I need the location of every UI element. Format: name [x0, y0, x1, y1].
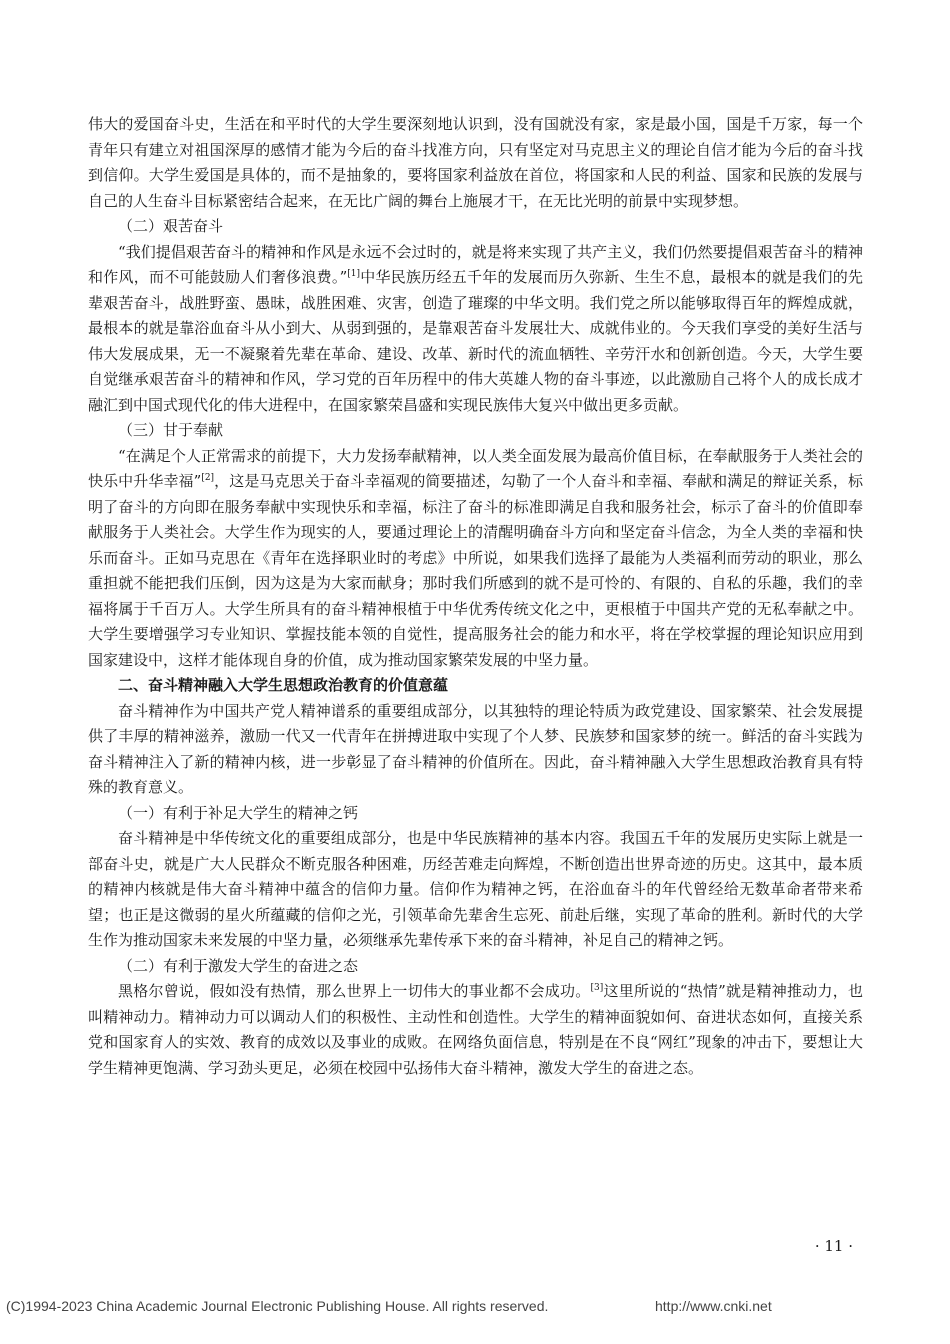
- reference-3[interactable]: [3]: [590, 983, 604, 993]
- article-body: [88, 112, 863, 1081]
- cnki-link[interactable]: http://www.cnki.net: [655, 1298, 772, 1314]
- paragraph-dedication: [88, 444, 863, 674]
- reference-2[interactable]: [2]: [201, 473, 215, 483]
- copyright-notice: (C)1994-2023 China Academic Journal Electronic Publishing House. All rights reserved.: [6, 1298, 549, 1314]
- page-number: · 11 ·: [814, 1237, 853, 1255]
- body-text: 中华民族历经五千年的发展而历久弥新、生生不息，最根本的就是我们的先辈艰苦奋斗，战胜野蛮、愚昧，战胜困难、灾害，创造了璀璨的中华文明。我们党之所以能够取得百年的辉煌成就，最根本的就是靠浴血奋斗从小到大、从弱到强的，是靠艰苦奋斗发展壮大、成就伟业的。今天我们享受的美好生活与伟大发展成果，无一不凝聚着先辈在革命、建设、改革、新时代的流血牺牲、辛劳汗水和创新创造。今天，大学生要自觉继承艰苦奋斗的精神和作风，学习党的百年历程中的伟大英雄人物的奋斗事迹，以此激励自己将个人的成长成才融汇到中国式现代化的伟大进程中，在国家繁荣昌盛和实现民族伟大复兴中做出更多贡献。: [88, 268, 863, 414]
- body-text: 这里所说的“热情”就是精神推动力，也叫精神动力。精神动力可以调动人们的积极性、主动性和创造性。大学生的精神面貌如何、奋进状态如何，直接关系党和国家育人的实效、教育的成效以及事业的成败。在网络负面信息，特别是在不良“网红”现象的冲击下，要想让大学生精神更饱满、学习劲头更足，必须在校园中弘扬伟大奋斗精神，激发大学生的奋进之态。: [88, 982, 863, 1077]
- reference-1[interactable]: [1]: [347, 269, 361, 279]
- section-heading-value: 二、奋斗精神融入大学生思想政治教育的价值意蕴: [118, 676, 449, 694]
- paragraph-patriotism-end: 伟大的爱国奋斗史，生活在和平时代的大学生要深刻地认识到，没有国就没有家，家是最小国，国是千万家，每一个青年只有建立对祖国深厚的感情才能为今后的奋斗找准方向，只有坚定对马克思主义的理论自信才能为今后的奋斗找到信仰。大学生爱国是具体的，而不是抽象的，要将国家利益放在首位，将国家和人民的利益、国家和民族的发展与自己的人生奋斗目标紧密结合起来，在无比广阔的舞台上施展才干，在无比光明的前景中实现梦想。: [88, 115, 863, 210]
- subheading-dedication: （三）甘于奉献: [118, 421, 224, 439]
- quote-text: “我们提倡艰苦奋斗的精神和作风是永远不会过时的，就是将来实现了共产主义，我们仍然要提倡艰苦奋斗的精神和作风，而不可能鼓励人们奢侈浪费。”: [88, 242, 863, 286]
- body-text: ，这是马克思关于奋斗幸福观的简要描述，勾勒了一个人奋斗和幸福、奉献和满足的辩证关系，标明了奋斗的方向即在服务奉献中实现快乐和幸福，标注了奋斗的标准即满足自我和服务社会，标示了奋斗的价值即奉献服务于人类社会。大学生作为现实的人，要通过理论上的清醒明确奋斗方向和坚定奋斗信念，为全人类的幸福和快乐而奋斗。正如马克思在《青年在选择职业时的考虑》中所说，如果我们选择了最能为人类福利而劳动的职业，那么重担就不能把我们压倒，因为这是为大家而献身；那时我们所感到的就不是可怜的、有限的、自私的乐趣，我们的幸福将属于千百万人。大学生所具有的奋斗精神根植于中华优秀传统文化之中，更根植于中国共产党的无私奉献之中。大学生要增强学习专业知识、掌握技能本领的自觉性，提高服务社会的能力和水平，将在学校掌握的理论知识应用到国家建设中，这样才能体现自身的价值，成为推动国家繁荣发展的中坚力量。: [88, 472, 863, 669]
- subheading-spiritual-calcium: （一）有利于补足大学生的精神之钙: [118, 803, 359, 822]
- paragraph-hard-struggle: [88, 240, 863, 419]
- quote-text: “在满足个人正常需求的前提下，大力发扬奉献精神，以人类全面发展为最高价值目标，在奉献服务于人类社会的快乐中升华幸福”: [88, 446, 863, 490]
- footer: [0, 1294, 950, 1320]
- subheading-striving-state: （二）有利于激发大学生的奋进之态: [118, 956, 359, 975]
- paragraph-spiritual-calcium: 奋斗精神是中华传统文化的重要组成部分，也是中华民族精神的基本内容。我国五千年的发展历史实际上就是一部奋斗史，就是广大人民群众不断克服各种困难，历经苦难走向辉煌，不断创造出世界奇迹的历史。这其中，最本质的精神内核就是伟大奋斗精神中蕴含的信仰力量。信仰作为精神之钙，在浴血奋斗的年代曾经给无数革命者带来希望；也正是这微弱的星火所蕴藏的信仰之光，引领革命先辈舍生忘死、前赴后继，实现了革命的胜利。新时代的大学生作为推动国家未来发展的中坚力量，必须继承先辈传承下来的奋斗精神，补足自己的精神之钙。: [88, 829, 863, 949]
- paragraph-striving-state: [88, 979, 863, 1081]
- subheading-hard-struggle: （二）艰苦奋斗: [118, 217, 224, 235]
- paragraph-value-intro: 奋斗精神作为中国共产党人精神谱系的重要组成部分，以其独特的理论特质为政党建设、国家繁荣、社会发展提供了丰厚的精神滋养，激励一代又一代青年在拼搏进取中实现了个人梦、民族梦和国家梦的统一。鲜活的奋斗实践为奋斗精神注入了新的精神内核，进一步彰显了奋斗精神的价值所在。因此，奋斗精神融入大学生思想政治教育具有特殊的教育意义。: [88, 701, 863, 796]
- body-text: 黑格尔曾说，假如没有热情，那么世界上一切伟大的事业都不会成功。: [118, 982, 591, 1000]
